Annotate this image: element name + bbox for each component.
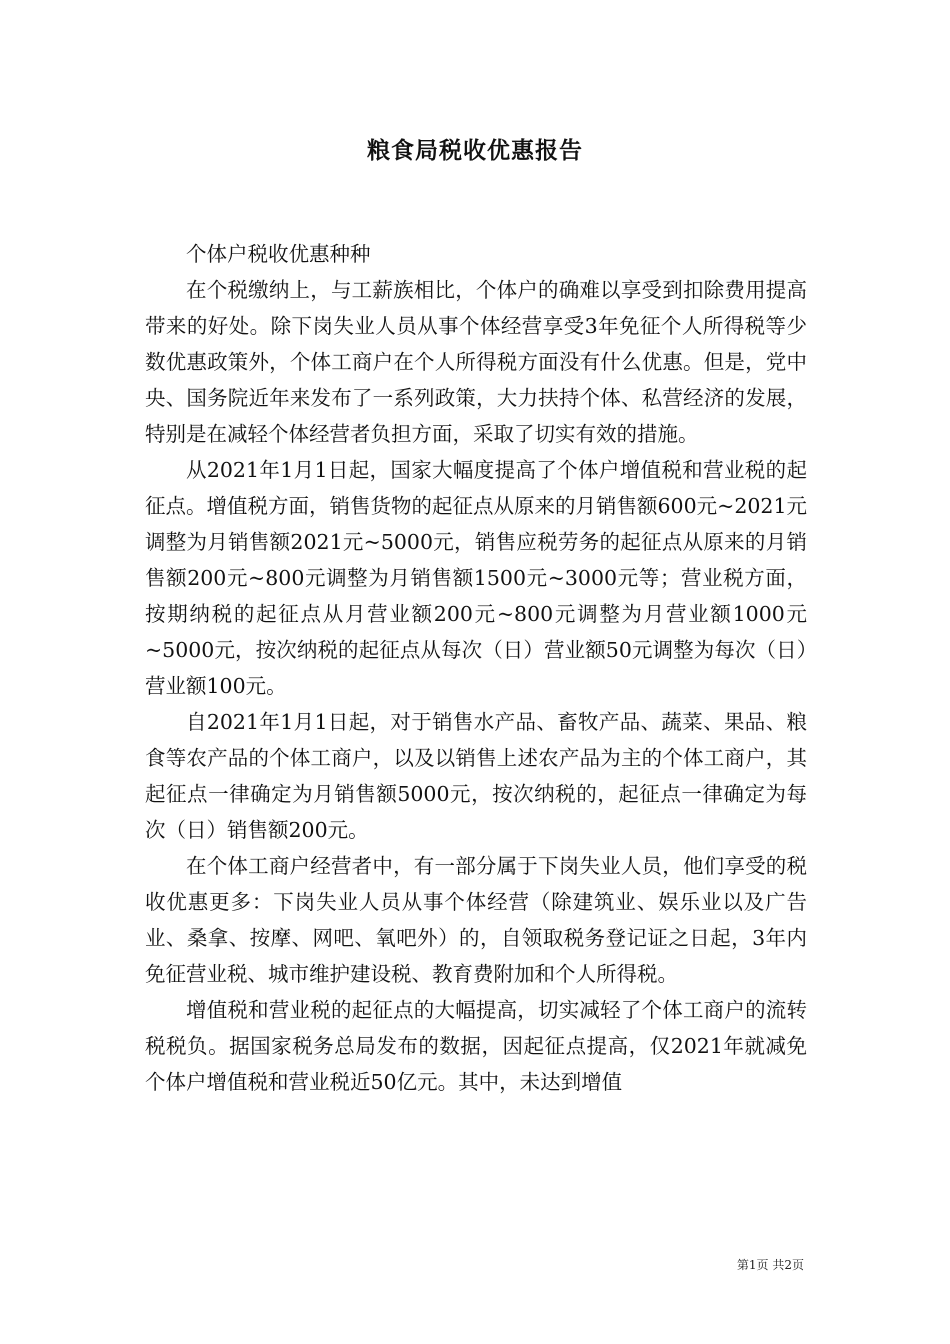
paragraph-5: 增值税和营业税的起征点的大幅提高，切实减轻了个体工商户的流转税税负。据国家税务总局发布的数据，因起征点提高，仅2021年就减免个体户增值税和营业税近50亿元。其中，未达到增值: [145, 998, 807, 1094]
paragraph-2: 从2021年1月1日起，国家大幅度提高了个体户增值税和营业税的起征点。增值税方面，销售货物的起征点从原来的月销售额600元~2021元调整为月销售额2021元~5000元，销售应税劳务的起征点从原来的月销售额200元~800元调整为月销售额1500元~3000元等；营业税方面，按期纳税的起征点从月营业额200元~800元调整为月营业额1000元~5000元，按次纳税的起征点从每次（日）营业额50元调整为每次（日）营业额100元。: [145, 458, 807, 698]
page-number: 第1页 共2页: [736, 1258, 804, 1272]
section-subheading: 个体户税收优惠种种: [186, 242, 371, 266]
document-body: [145, 236, 807, 1100]
paragraph-4: 在个体工商户经营者中，有一部分属于下岗失业人员，他们享受的税收优惠更多：下岗失业人员从事个体经营（除建筑业、娱乐业以及广告业、桑拿、按摩、网吧、氧吧外）的，自领取税务登记证之日起，3年内免征营业税、城市维护建设税、教育费附加和个人所得税。: [145, 854, 807, 986]
document-title: 粮食局税收优惠报告: [367, 137, 583, 164]
paragraph-3: 自2021年1月1日起，对于销售水产品、畜牧产品、蔬菜、果品、粮食等农产品的个体工商户，以及以销售上述农产品为主的个体工商户，其起征点一律确定为月销售额5000元，按次纳税的，起征点一律确定为每次（日）销售额200元。: [145, 710, 807, 842]
paragraph-1: 在个税缴纳上，与工薪族相比，个体户的确难以享受到扣除费用提高带来的好处。除下岗失业人员从事个体经营享受3年免征个人所得税等少数优惠政策外，个体工商户在个人所得税方面没有什么优惠。但是，党中央、国务院近年来发布了一系列政策，大力扶持个体、私营经济的发展，特别是在减轻个体经营者负担方面，采取了切实有效的措施。: [145, 278, 807, 446]
